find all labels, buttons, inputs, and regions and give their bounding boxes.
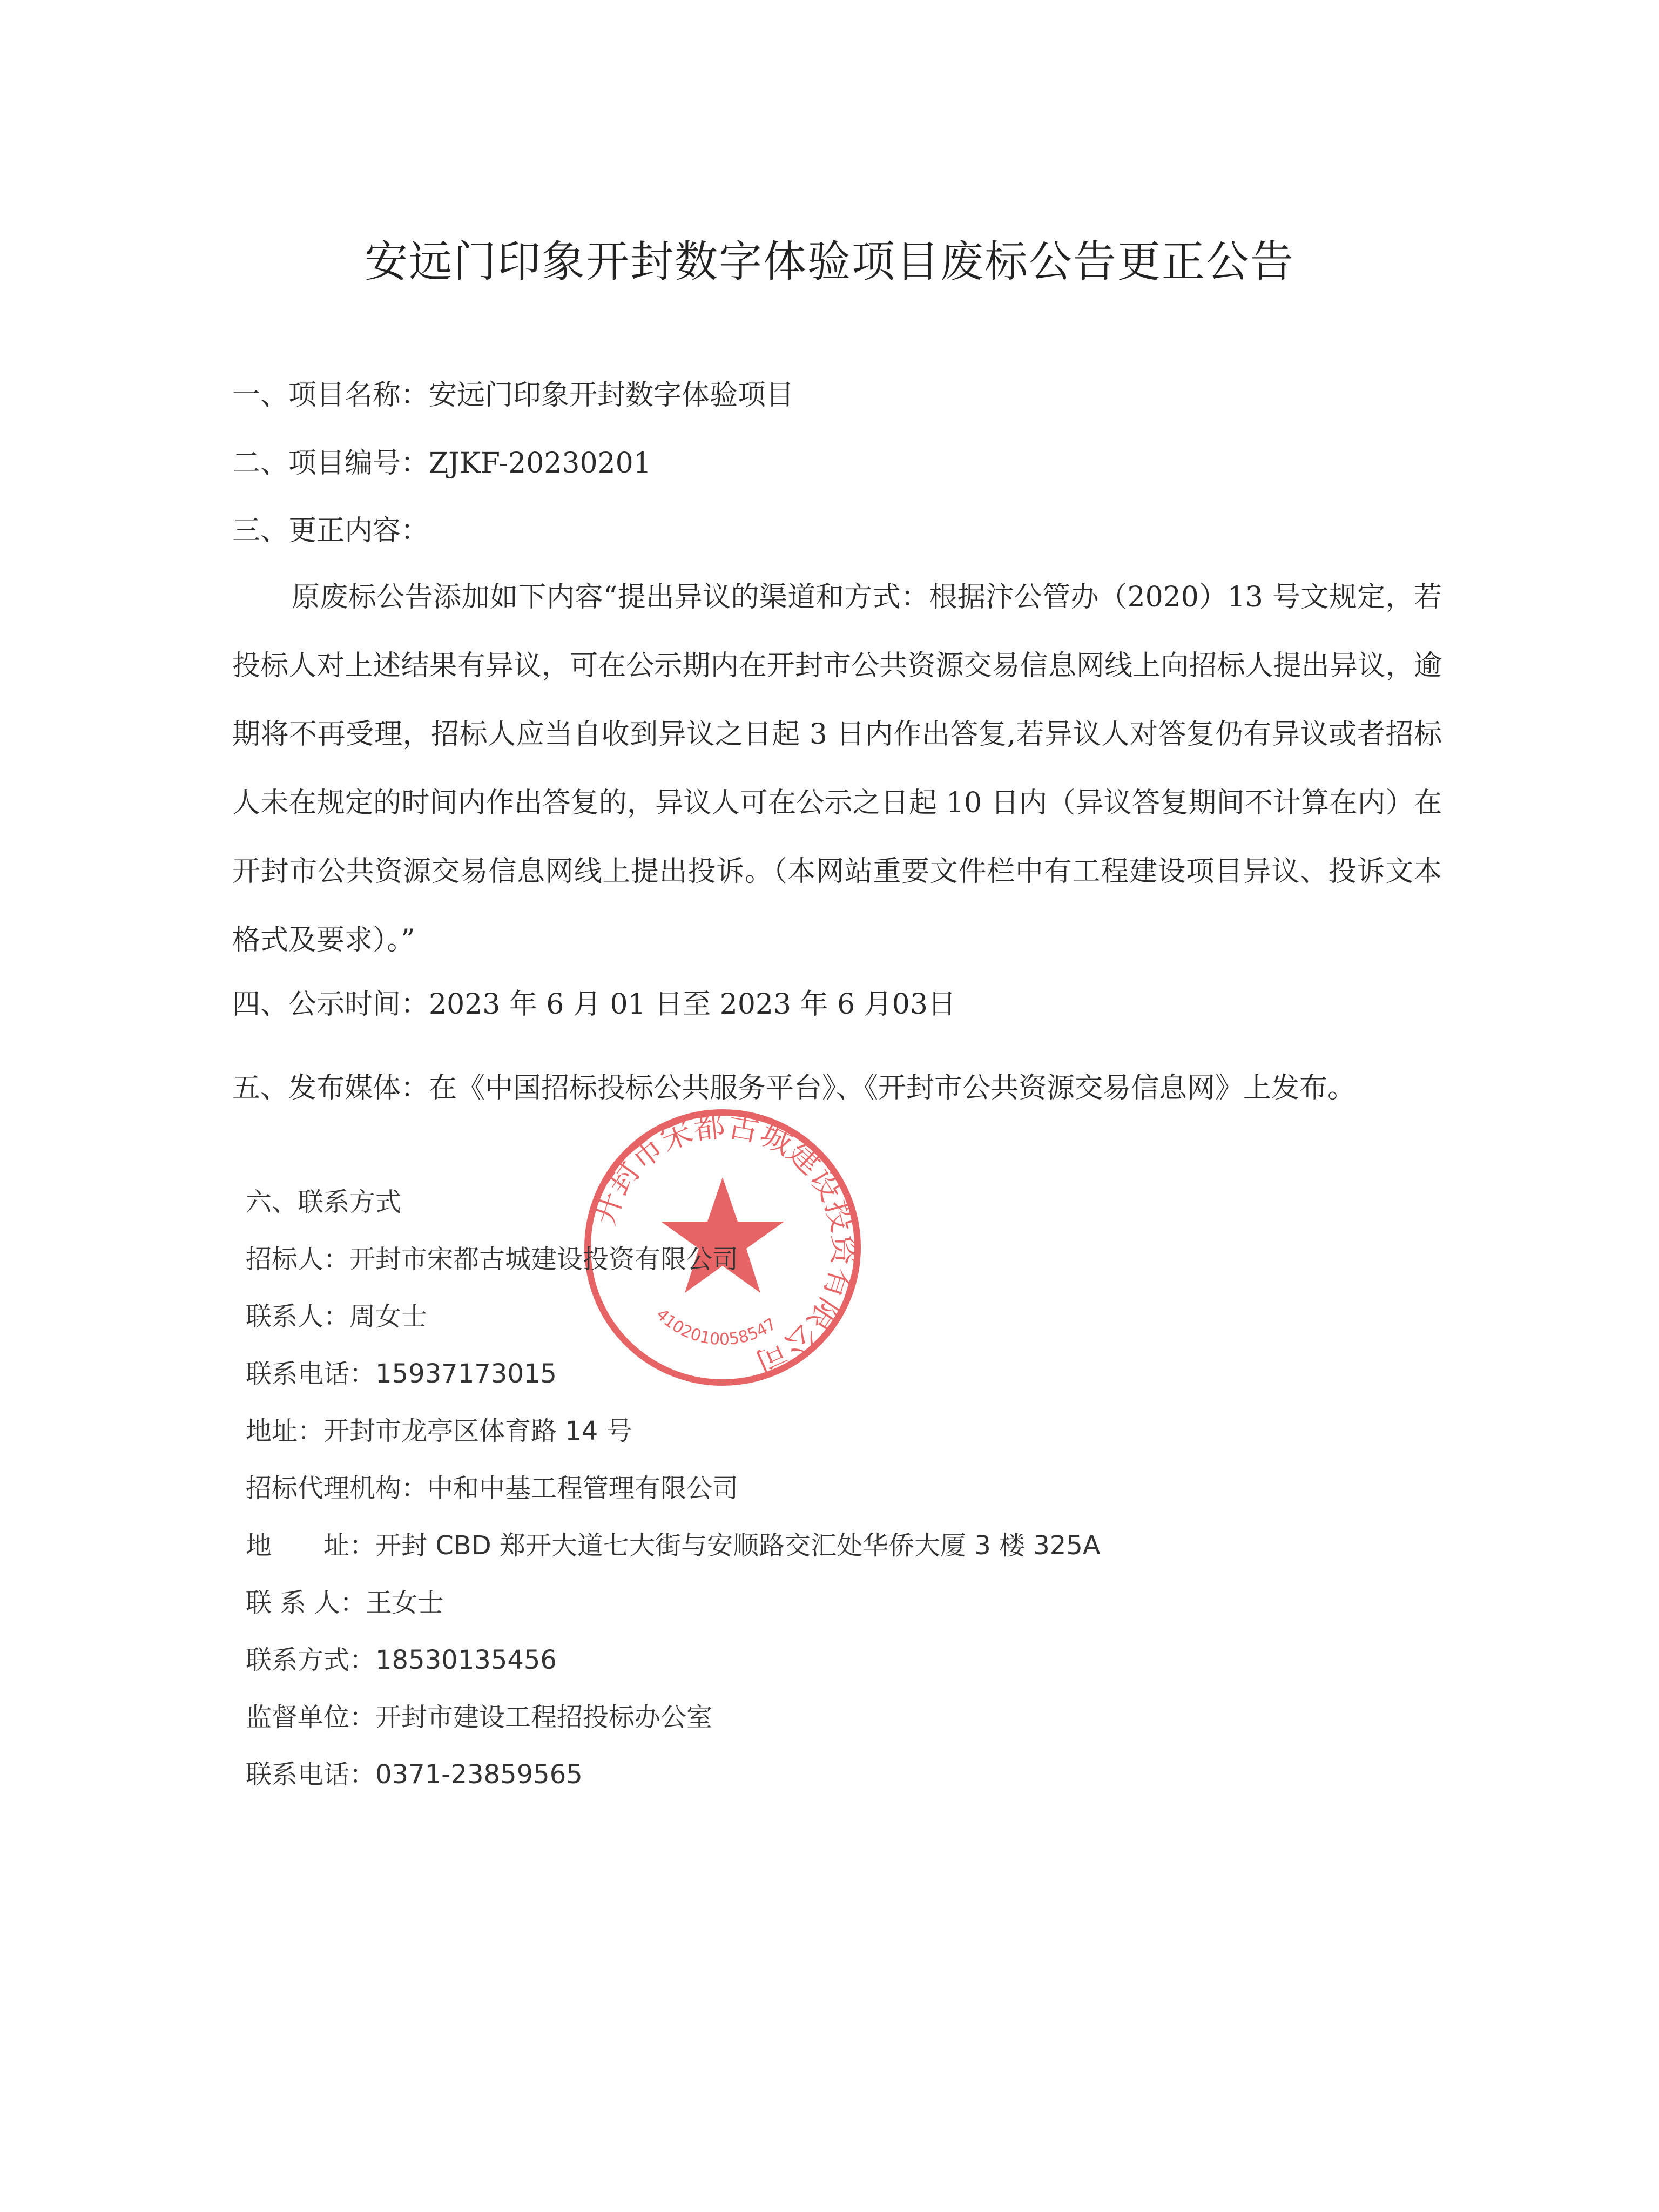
agency-contact: 联 系 人：王女士 <box>246 1588 444 1618</box>
contact-phone: 联系电话：15937173015 <box>246 1359 557 1389</box>
agency-address-row <box>246 1529 1101 1562</box>
publicity-time: 四、公示时间：2023 年 6 月 01 日至 2023 年 6 月03日 <box>232 988 956 1021</box>
seal-number: 4102010058547 <box>652 1305 780 1350</box>
project-name: 一、项目名称：安远门印象开封数字体验项目 <box>232 379 794 412</box>
document-title: 安远门印象开封数字体验项目废标公告更正公告 <box>365 237 1294 287</box>
agency-address-label: 地 址： <box>246 1530 376 1561</box>
tenderer: 招标人：开封市宋都古城建设投资有限公司 <box>246 1244 739 1274</box>
publish-media: 五、发布媒体：在《中国招标投标公共服务平台》、《开封市公共资源交易信息网》上发布。 <box>232 1072 1356 1104</box>
correction-heading: 三、更正内容： <box>232 515 429 547</box>
project-code: 二、项目编号：ZJKF-20230201 <box>232 447 651 480</box>
supervisor: 监督单位：开封市建设工程招投标办公室 <box>246 1702 713 1732</box>
supervisor-phone: 联系电话：0371-23859565 <box>246 1759 583 1790</box>
tenderer-address: 地址：开封市龙亭区体育路 14 号 <box>246 1416 632 1446</box>
agency-address: 开封 CBD 郑开大道七大街与安顺路交汇处华侨大厦 3 楼 325A <box>375 1530 1101 1561</box>
correction-body: 原废标公告添加如下内容“提出异议的渠道和方式：根据汴公管办（2020）13 号文规定，若投标人对上述结果有异议，可在公示期内在开封市公共资源交易信息网线上向招标人提出异议，逾期将不再受理，招标人应当自收到异议之日起 3 日内作出答复,若异议人对答复仍有异议或者招标人未在规定的时间内作出答复的，异议人可在公示之日起 10 日内（异议答复期间不计算在内）在开封市公共资源交易信息网线上提出投诉。（本网站重要文件栏中有工程建设项目异议、投诉文本格式及要求）。” <box>232 581 1442 956</box>
contact-person: 联系人：周女士 <box>246 1301 428 1332</box>
contact-heading: 六、联系方式 <box>246 1187 402 1217</box>
tender-agency: 招标代理机构：中和中基工程管理有限公司 <box>246 1473 739 1503</box>
agency-contact-method: 联系方式：18530135456 <box>246 1645 557 1675</box>
seal-text: 开封市宋都古城建设投资有限公司 <box>585 1107 863 1382</box>
